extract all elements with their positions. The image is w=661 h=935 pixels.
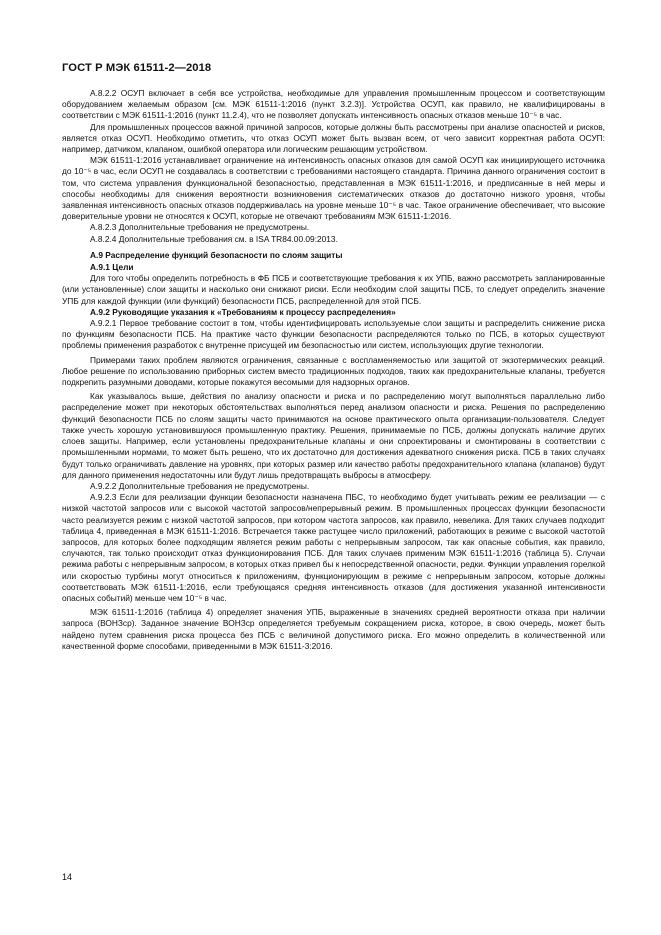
paragraph: А.8.2.4 Дополнительные требования см. в ISA TR84.00.09:2013. xyxy=(90,233,338,244)
paragraph: МЭК 61511-1:2016 устанавливает ограничение на интенсивность опасных отказов для самой ОСУП как инициирующего источника до 10⁻⁵ в час, если ОСУП не создавалась в соответствии с требованиями настоящего стандарта. Причина данного ограничения состоит в том, что система управления функциональной безопасностью, представленная в МЭК 61511-1:2016, и предписанные в ней меры и способы необходимы для снижения вероятности возникновения систематических отказов до достаточно низкого уровня, чтобы заявленная интенсивность опасных отказов поддерживалась на уровне меньше 10⁻⁵ в час. Такое ограничение обеспечивает, что высокие доверительные уровни не относятся к ОСУП, которые не отвечают требованиям МЭК 61511-1:2016. xyxy=(62,155,605,222)
paragraph: А.8.2.2 ОСУП включает в себя все устройства, необходимые для управления промышленным процессом и соответствующим оборудованием желаемым образом [см. МЭК 61511-1:2016 (пункт 3.2.3)]. Устройства ОСУП, как правило, не квалифицированы в соответствии с МЭК 61511-1:2016 (пункт 11.2.4), что не позволяет допускать интенсивность опасных отказов меньше 10⁻⁵ в час. xyxy=(62,88,605,121)
section-heading: А.9 Распределение функций безопасности по слоям защиты xyxy=(90,249,343,260)
paragraph: Примерами таких проблем являются ограничения, связанные с воспламеняемостью или защитой от экзотермических реакций. Любое решение по использованию приборных систем вместо традиционных подходов, таких как предохранительные клапаны, требуется подкрепить разумными доводами, которые покажутся весомыми для надзорных органов. xyxy=(62,354,605,388)
paragraph: МЭК 61511-1:2016 (таблица 4) определяет значения УПБ, выраженные в значениях средней вероятности отказа при наличии запроса (ВОНЗср). Заданное значение ВОНЗср определяется требуемым сокращением риска, которое, в свою очередь, может быть найдено путем сравнения риска процесса без ПСБ с величиной допустимого риска. Его можно определить в количественной или качественной форме способами, приведенными в МЭК 61511-3:2016. xyxy=(62,607,605,651)
page-number: 14 xyxy=(62,872,73,882)
section-heading: А.9.2 Руководящие указания к «Требованиям к процессу распределения» xyxy=(90,306,396,317)
body-text xyxy=(62,88,605,652)
paragraph: А.9.2.1 Первое требование состоит в том, чтобы идентифицировать используемые слои защиты и распределить снижение риска по функциям безопасности ПСБ. На практике часто функции безопасности распределяются только по ПСБ, в которых существуют проблемы применения разработок с внутренне присущей им безопасностью или систем, использующих другие технологии. xyxy=(62,318,605,351)
paragraph: Как указывалось выше, действия по анализу опасности и риска и по распределению могут выполняться параллельно либо распределение может при некоторых обстоятельствах выполняться перед анализом опасности и риска. Решения по распределению функций безопасности ПСБ по слоям защиты часто принимаются на основе практического опыта организации-пользователя. Следует также учесть хорошую установившуюся промышленную практику. Решения, принимаемые по ПСБ, должны допускать наличие других слоев защиты. Например, если установлены предохранительные клапаны и они спроектированы и смонтированы в соответствии с промышленными нормами, то может быть решено, что их достаточно для достижения адекватного снижения риска. ПСБ в таких случаях будут только ограничивать давление на уровнях, при которых размер или качество работы предохранительного клапана (клапанов) будут для данного применения недостаточны или будут лишь предотвращать выбросы в атмосферу. xyxy=(62,391,605,480)
paragraph: Для промышленных процессов важной причиной запросов, которые должны быть рассмотрены при анализе опасностей и рисков, является отказ ОСУП. Необходимо отметить, что отказ ОСУП может быть вызван всем, от чего зависит корректная работа ОСУП: например, датчиком, клапаном, ошибкой оператора или логическим решающим устройством. xyxy=(62,121,605,155)
section-heading: А.9.1 Цели xyxy=(90,262,134,273)
paragraph: А.9.2.2 Дополнительные требования не предусмотрены. xyxy=(90,480,310,491)
paragraph: Для того чтобы определить потребность в ФБ ПСБ и соответствующие требования к их УПБ, важно рассмотреть запланированные (или установленные) слои защиты и насколько они снижают риски. Если необходим слой защиты ПСБ, то следует определить значение УПБ для каждой функции (или функций) безопасности ПСБ, распределенной для этой ПСБ. xyxy=(62,273,605,306)
standard-header: ГОСТ Р МЭК 61511-2—2018 xyxy=(62,62,212,74)
paragraph: А.9.2.3 Если для реализации функции безопасности назначена ПБС, то необходимо будет учитывать режим ее реализации — с низкой частотой запросов или с высокой частотой запросов/непрерывный режим. В промышленных процессах функции безопасности часто реализуется режим с низкой частотой запросов, при котором частота запросов, как правило, невелика. Для таких случаев подходит таблица 4, приведенная в МЭК 61511-1:2016. Встречается также растущее число приложений, работающих в режиме с высокой частотой запросов, для которых более подходящим является режим работы с непрерывным запросом, так как опасные события, как правило, случаются, так только происходит отказ функционирования ПСБ. Для таких случаев применим МЭК 61511-1:2016 (таблица 5). Случаи режима работы с непрерывным запросом, в которых отказ привел бы к непосредственной опасности, редки. Функции управления горелкой или скоростью турбины могут относиться к приложениям, функционирующим в режиме с непрерывным запросом, которые должны соответствовать МЭК 61511-1:2016, если требующаяся средняя интенсивность отказов (для достижения указанной интенсивности опасных событий) меньше чем 10⁻⁵ в час. xyxy=(62,492,605,603)
paragraph: А.8.2.3 Дополнительные требования не предусмотрены. xyxy=(90,222,310,233)
